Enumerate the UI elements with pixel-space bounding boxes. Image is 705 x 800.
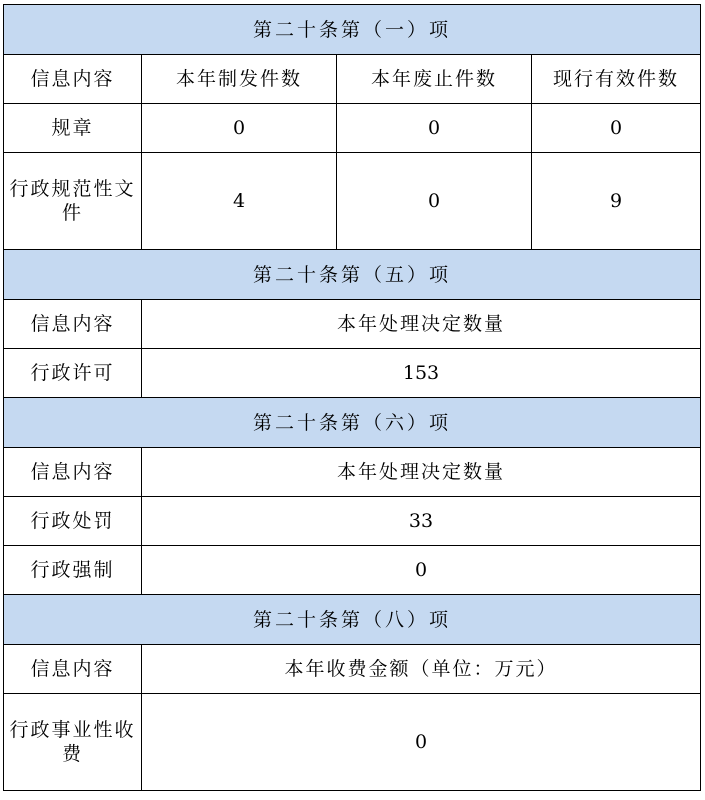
cell-decision-count: 33: [142, 497, 701, 546]
disclosure-table: [3, 4, 701, 791]
table-row: [4, 546, 701, 595]
section-heading-6: 第二十条第（六）项: [4, 398, 701, 448]
column-header-info-content: 信息内容: [4, 645, 142, 694]
cell-fee-amount: 0: [142, 694, 701, 791]
column-header-repealed: 本年废止件数: [337, 55, 532, 104]
table-row: [4, 153, 701, 250]
row-label-regulations: 规章: [4, 104, 142, 153]
cell-in-force: 0: [532, 104, 701, 153]
row-label-administrative-penalty: 行政处罚: [4, 497, 142, 546]
cell-decision-count: 0: [142, 546, 701, 595]
column-header-info-content: 信息内容: [4, 448, 142, 497]
table-row: [4, 694, 701, 791]
column-header-decisions: 本年处理决定数量: [142, 300, 701, 349]
column-header-row: [4, 55, 701, 104]
section-header-row: [4, 595, 701, 645]
section-header-row: [4, 398, 701, 448]
section-header-row: [4, 250, 701, 300]
row-label-normative-documents: 行政规范性文件: [4, 153, 142, 250]
column-header-in-force: 现行有效件数: [532, 55, 701, 104]
column-header-row: [4, 300, 701, 349]
column-header-row: [4, 448, 701, 497]
row-label-administrative-fees: 行政事业性收费: [4, 694, 142, 791]
column-header-row: [4, 645, 701, 694]
row-label-administrative-license: 行政许可: [4, 349, 142, 398]
section-heading-5: 第二十条第（五）项: [4, 250, 701, 300]
table-row: [4, 497, 701, 546]
row-label-administrative-enforcement: 行政强制: [4, 546, 142, 595]
cell-repealed: 0: [337, 104, 532, 153]
cell-in-force: 9: [532, 153, 701, 250]
table-row: [4, 349, 701, 398]
cell-decision-count: 153: [142, 349, 701, 398]
column-header-decisions: 本年处理决定数量: [142, 448, 701, 497]
column-header-info-content: 信息内容: [4, 300, 142, 349]
cell-issued: 0: [142, 104, 337, 153]
column-header-info-content: 信息内容: [4, 55, 142, 104]
section-heading-8: 第二十条第（八）项: [4, 595, 701, 645]
table-row: [4, 104, 701, 153]
section-heading-1: 第二十条第（一）项: [4, 5, 701, 55]
column-header-fee-amount: 本年收费金额（单位：万元）: [142, 645, 701, 694]
cell-issued: 4: [142, 153, 337, 250]
cell-repealed: 0: [337, 153, 532, 250]
section-header-row: [4, 5, 701, 55]
column-header-issued: 本年制发件数: [142, 55, 337, 104]
